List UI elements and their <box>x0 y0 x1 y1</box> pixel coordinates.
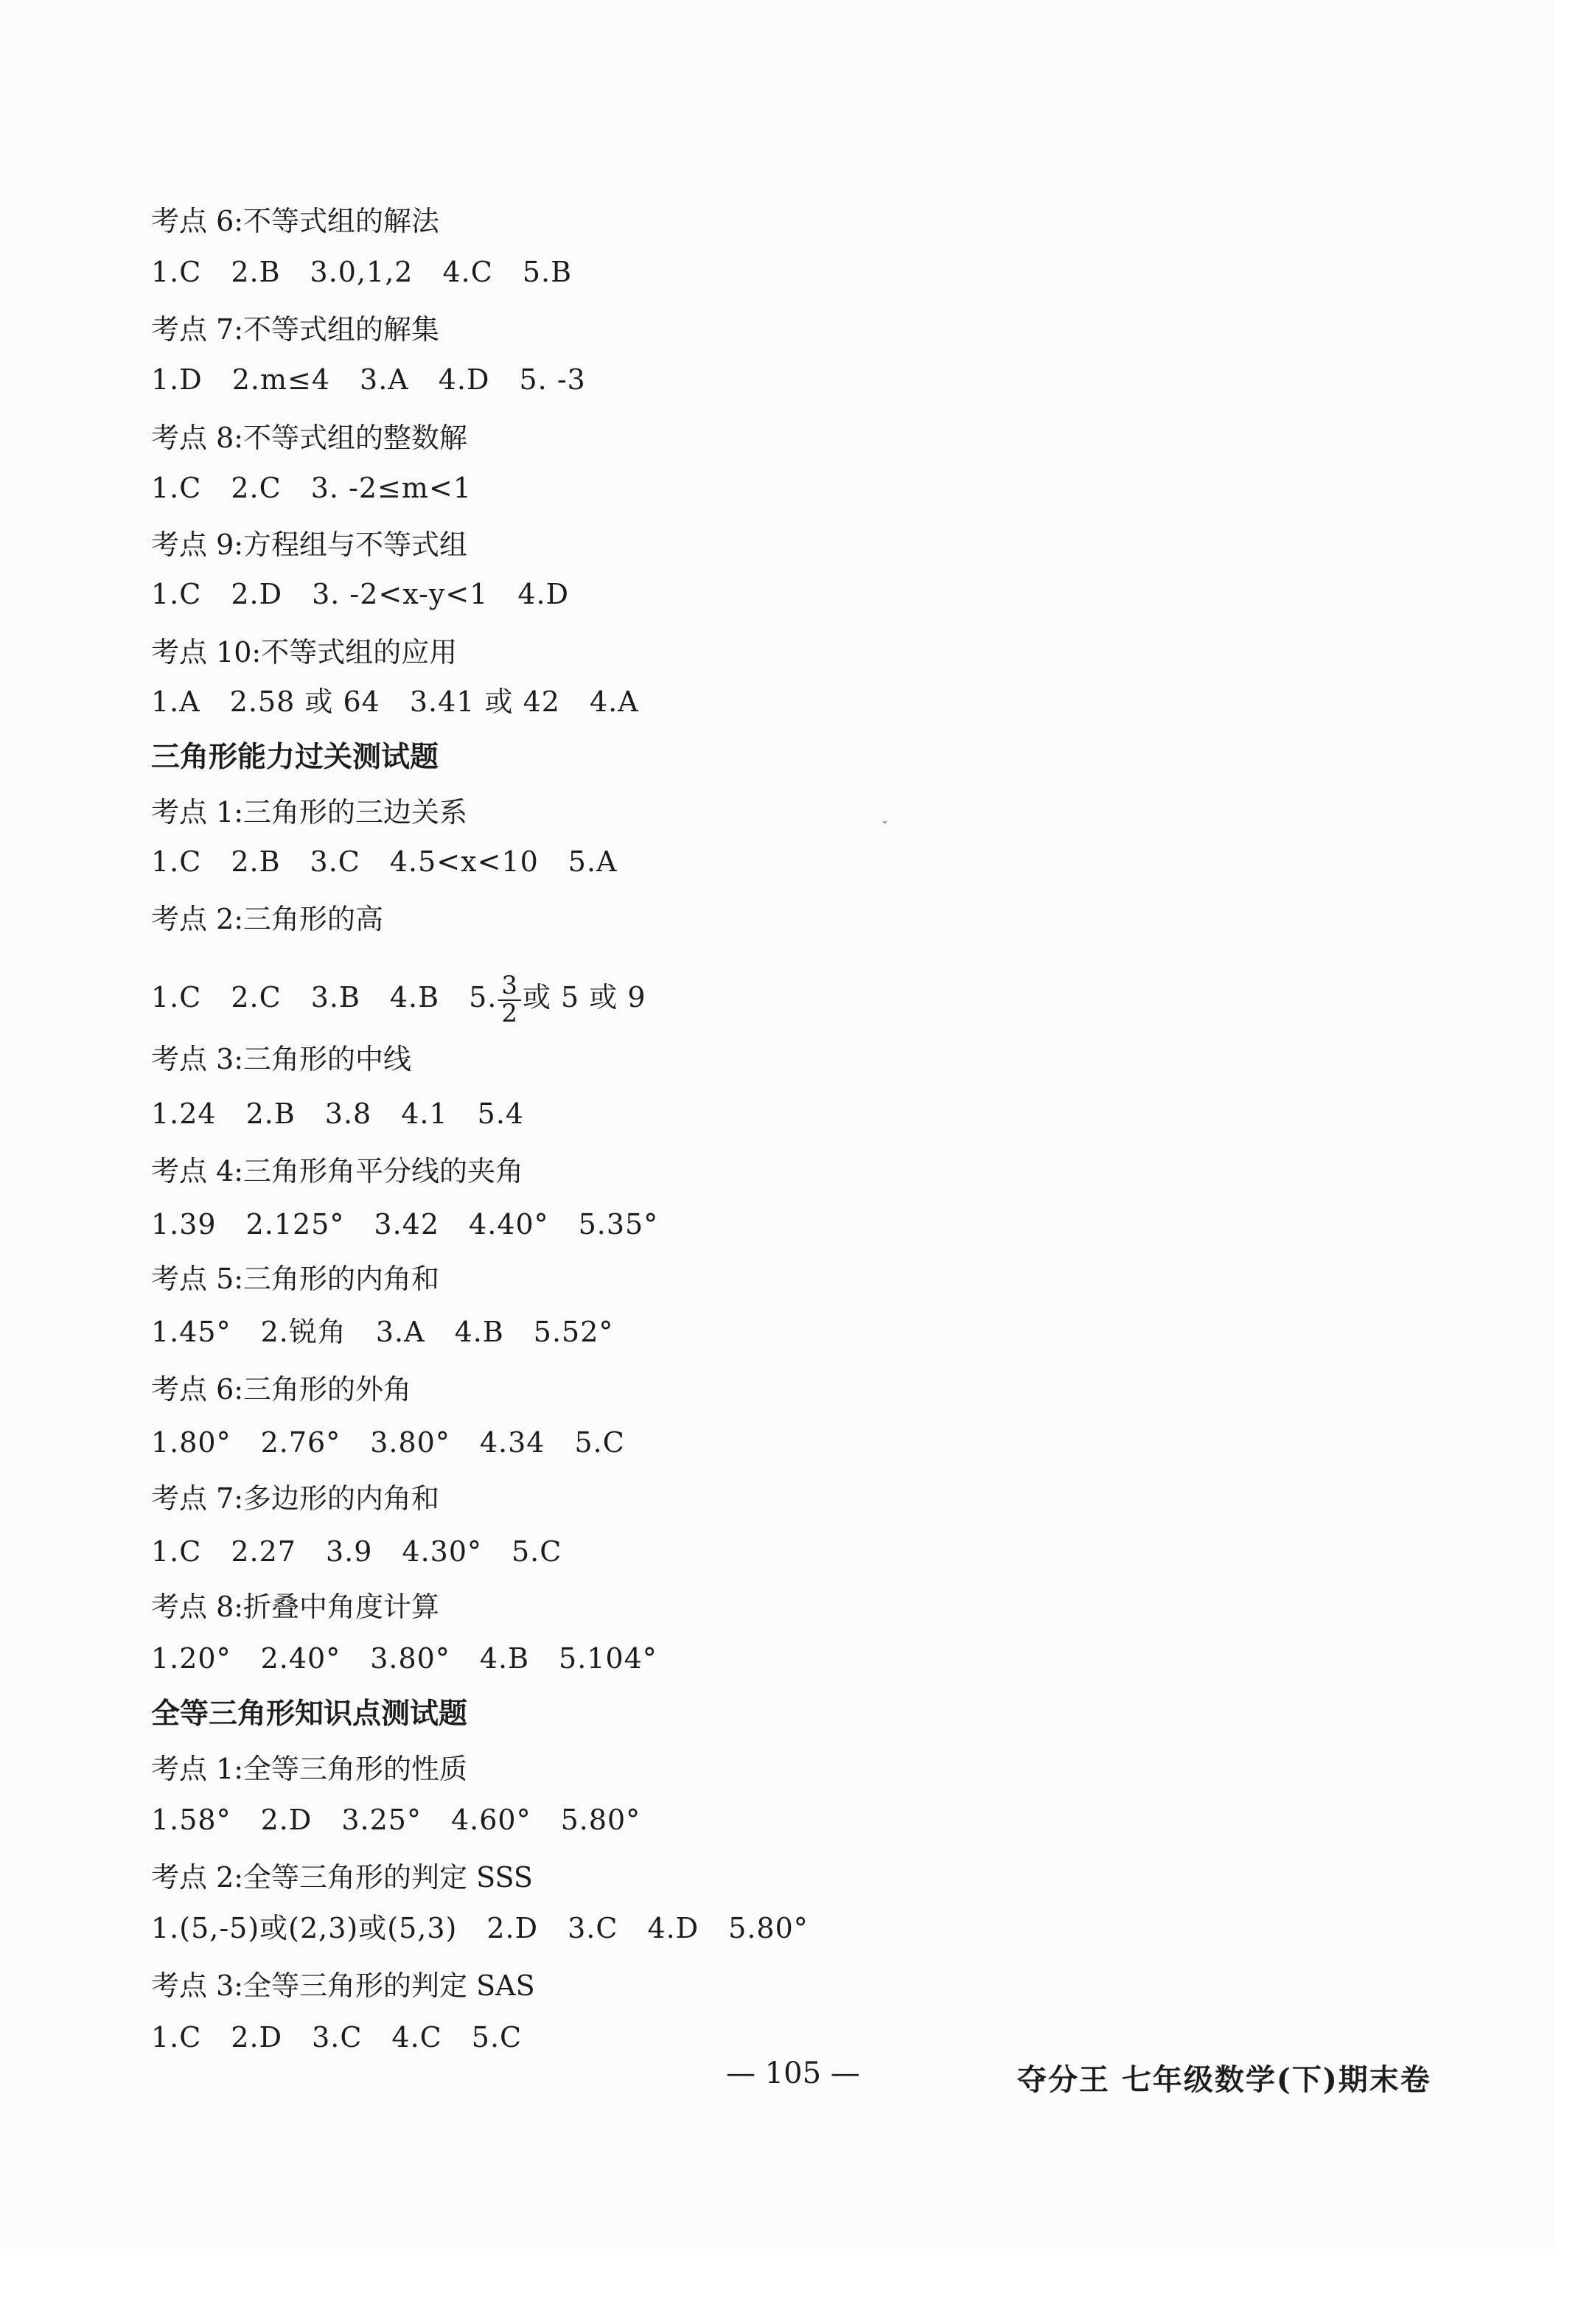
topic-title: 考点 2:全等三角形的判定 SSS <box>151 1861 533 1894</box>
answer-row <box>151 1642 657 1675</box>
answer-item: 2.C <box>231 472 282 504</box>
answer-item: 4.B <box>454 1316 504 1348</box>
answer-item: 2.B <box>231 256 281 288</box>
answer-item: 1.C <box>151 578 202 610</box>
answer-item: 1.A <box>151 685 200 718</box>
answer-item: 4.1 <box>401 1098 448 1130</box>
answer-item: 1.80° <box>151 1426 231 1459</box>
answer-row <box>151 474 472 502</box>
answer-item: 4.C <box>391 2021 442 2053</box>
fraction-answer-prefix: 5. <box>469 981 498 1014</box>
answer-row <box>151 1806 641 1834</box>
answer-item: 3.C <box>310 845 360 878</box>
answer-item: 5.35° <box>578 1208 659 1240</box>
answer-row <box>151 973 646 1027</box>
topic-title: 考点 4:三角形角平分线的夹角 <box>151 1155 524 1187</box>
answer-item: 5.4 <box>477 1098 525 1130</box>
answer-item: 4.D <box>647 1912 699 1944</box>
topic-title: 考点 8:折叠中角度计算 <box>151 1591 440 1623</box>
answer-item: 1.C <box>151 845 202 878</box>
answer-item: 1.D <box>151 363 203 396</box>
answer-item: 5.C <box>512 1535 562 1568</box>
fraction <box>498 973 521 1027</box>
answer-item: 1.C <box>151 981 202 1014</box>
answer-item: 4.60° <box>450 1804 531 1836</box>
answer-item: 2.B <box>245 1098 296 1130</box>
answer-row <box>151 1318 613 1346</box>
answer-item: 2.D <box>260 1804 313 1836</box>
answer-item: 4.A <box>589 685 639 718</box>
answer-item: 1.C <box>151 472 202 504</box>
answer-row <box>151 1535 562 1568</box>
answer-item: 2.D <box>231 2021 283 2053</box>
answer-row <box>151 845 618 878</box>
answer-item: 4.5<x<10 <box>389 845 539 878</box>
answer-item: 1.24 <box>151 1098 217 1130</box>
answer-item: 3.80° <box>370 1426 450 1459</box>
answer-item: 1.58° <box>151 1804 231 1836</box>
answer-item: 2.40° <box>260 1642 341 1675</box>
answer-item: 3.41 或 42 <box>409 685 560 718</box>
answer-item: 3.A <box>375 1316 425 1348</box>
answer-item: 4.30° <box>402 1535 482 1568</box>
answer-row <box>151 1426 625 1459</box>
answer-item: 5.A <box>568 845 618 878</box>
topic-title: 考点 1:全等三角形的性质 <box>151 1753 468 1785</box>
answer-item: 3.42 <box>374 1208 440 1240</box>
answer-item: 3.C <box>568 1912 618 1944</box>
answer-item: 2.m≤4 <box>231 363 331 396</box>
answer-row <box>151 685 639 718</box>
answer-row <box>151 580 569 608</box>
answer-item: 2.27 <box>231 1535 296 1568</box>
page-number: — 105 — <box>726 2056 860 2090</box>
answer-item: 5.104° <box>559 1642 657 1675</box>
answer-item: 1.C <box>151 2021 202 2053</box>
answer-row <box>151 1210 658 1238</box>
answer-item: 5.B <box>522 256 573 288</box>
answer-item: 4.34 <box>479 1426 545 1459</box>
answer-item: 1.45° <box>151 1316 231 1348</box>
answer-row <box>151 2023 522 2051</box>
answer-item: 1.C <box>151 256 202 288</box>
answer-item: 3.B <box>310 981 360 1014</box>
scan-speck: ˇ <box>882 820 888 835</box>
answer-item: 4.D <box>517 578 570 610</box>
answer-item: 2.B <box>231 845 281 878</box>
answer-item: 4.40° <box>469 1208 549 1240</box>
answer-item: 1.20° <box>151 1642 231 1675</box>
topic-title: 考点 7:多边形的内角和 <box>151 1482 440 1515</box>
answer-item: 2.D <box>231 578 283 610</box>
answer-item: 5.80° <box>560 1804 641 1836</box>
answer-item: 3.25° <box>341 1804 422 1836</box>
fraction-numerator: 3 <box>498 973 521 1001</box>
topic-title: 考点 10:不等式组的应用 <box>151 636 458 669</box>
topic-title: 考点 2:三角形的高 <box>151 903 384 935</box>
answer-item: 4.B <box>389 981 440 1014</box>
topic-title: 考点 9:方程组与不等式组 <box>151 528 468 561</box>
topic-title: 考点 6:不等式组的解法 <box>151 205 440 237</box>
topic-title: 考点 8:不等式组的整数解 <box>151 422 468 454</box>
answer-item: 4.B <box>479 1642 530 1675</box>
answer-item: 2.58 或 64 <box>229 685 380 718</box>
answer-item: 3. -2≤m<1 <box>310 472 472 504</box>
answer-item: 1.C <box>151 1535 202 1568</box>
answer-item: 5.52° <box>533 1316 614 1348</box>
answer-item: 3. -2<x-y<1 <box>312 578 489 610</box>
section-heading: 全等三角形知识点测试题 <box>151 1697 468 1731</box>
answer-item: 4.C <box>442 256 493 288</box>
answer-row <box>151 1100 524 1128</box>
fraction-answer-suffix: 或 5 或 9 <box>522 981 646 1014</box>
answer-item: 3.A <box>360 363 409 396</box>
topic-title: 考点 3:全等三角形的判定 SAS <box>151 1969 535 2002</box>
answer-item: 3.C <box>312 2021 363 2053</box>
answer-row <box>151 363 586 396</box>
answer-item: 5. -3 <box>519 363 586 396</box>
topic-title: 考点 6:三角形的外角 <box>151 1373 412 1406</box>
answer-item: 1.(5,-5)或(2,3)或(5,3) <box>151 1912 458 1944</box>
answer-item: 2.125° <box>245 1208 345 1240</box>
topic-title: 考点 5:三角形的内角和 <box>151 1263 440 1295</box>
answer-item: 2.C <box>231 981 282 1014</box>
book-title: 夺分王 七年级数学(下)期末卷 <box>1017 2062 1431 2097</box>
answer-item: 3.80° <box>370 1642 450 1675</box>
answer-item: 5.80° <box>728 1912 809 1944</box>
fraction-answer <box>469 971 646 1028</box>
topic-title: 考点 3:三角形的中线 <box>151 1043 412 1075</box>
fraction-denominator: 2 <box>501 998 518 1028</box>
topic-title: 考点 7:不等式组的解集 <box>151 313 440 346</box>
answer-item: 2.D <box>486 1912 539 1944</box>
answer-row <box>151 1914 809 1942</box>
answer-item: 3.0,1,2 <box>310 256 413 288</box>
answer-item: 3.8 <box>324 1098 372 1130</box>
answer-item: 2.76° <box>260 1426 341 1459</box>
topic-title: 考点 1:三角形的三边关系 <box>151 796 468 828</box>
answer-item: 5.C <box>471 2021 523 2053</box>
answer-item: 5.C <box>574 1426 625 1459</box>
answer-item: 1.39 <box>151 1208 217 1240</box>
section-heading: 三角形能力过关测试题 <box>151 740 439 774</box>
answer-item: 2.锐角 <box>260 1316 346 1348</box>
answer-row <box>151 258 572 286</box>
answer-item: 4.D <box>438 363 490 396</box>
answer-item: 3.9 <box>325 1535 373 1568</box>
